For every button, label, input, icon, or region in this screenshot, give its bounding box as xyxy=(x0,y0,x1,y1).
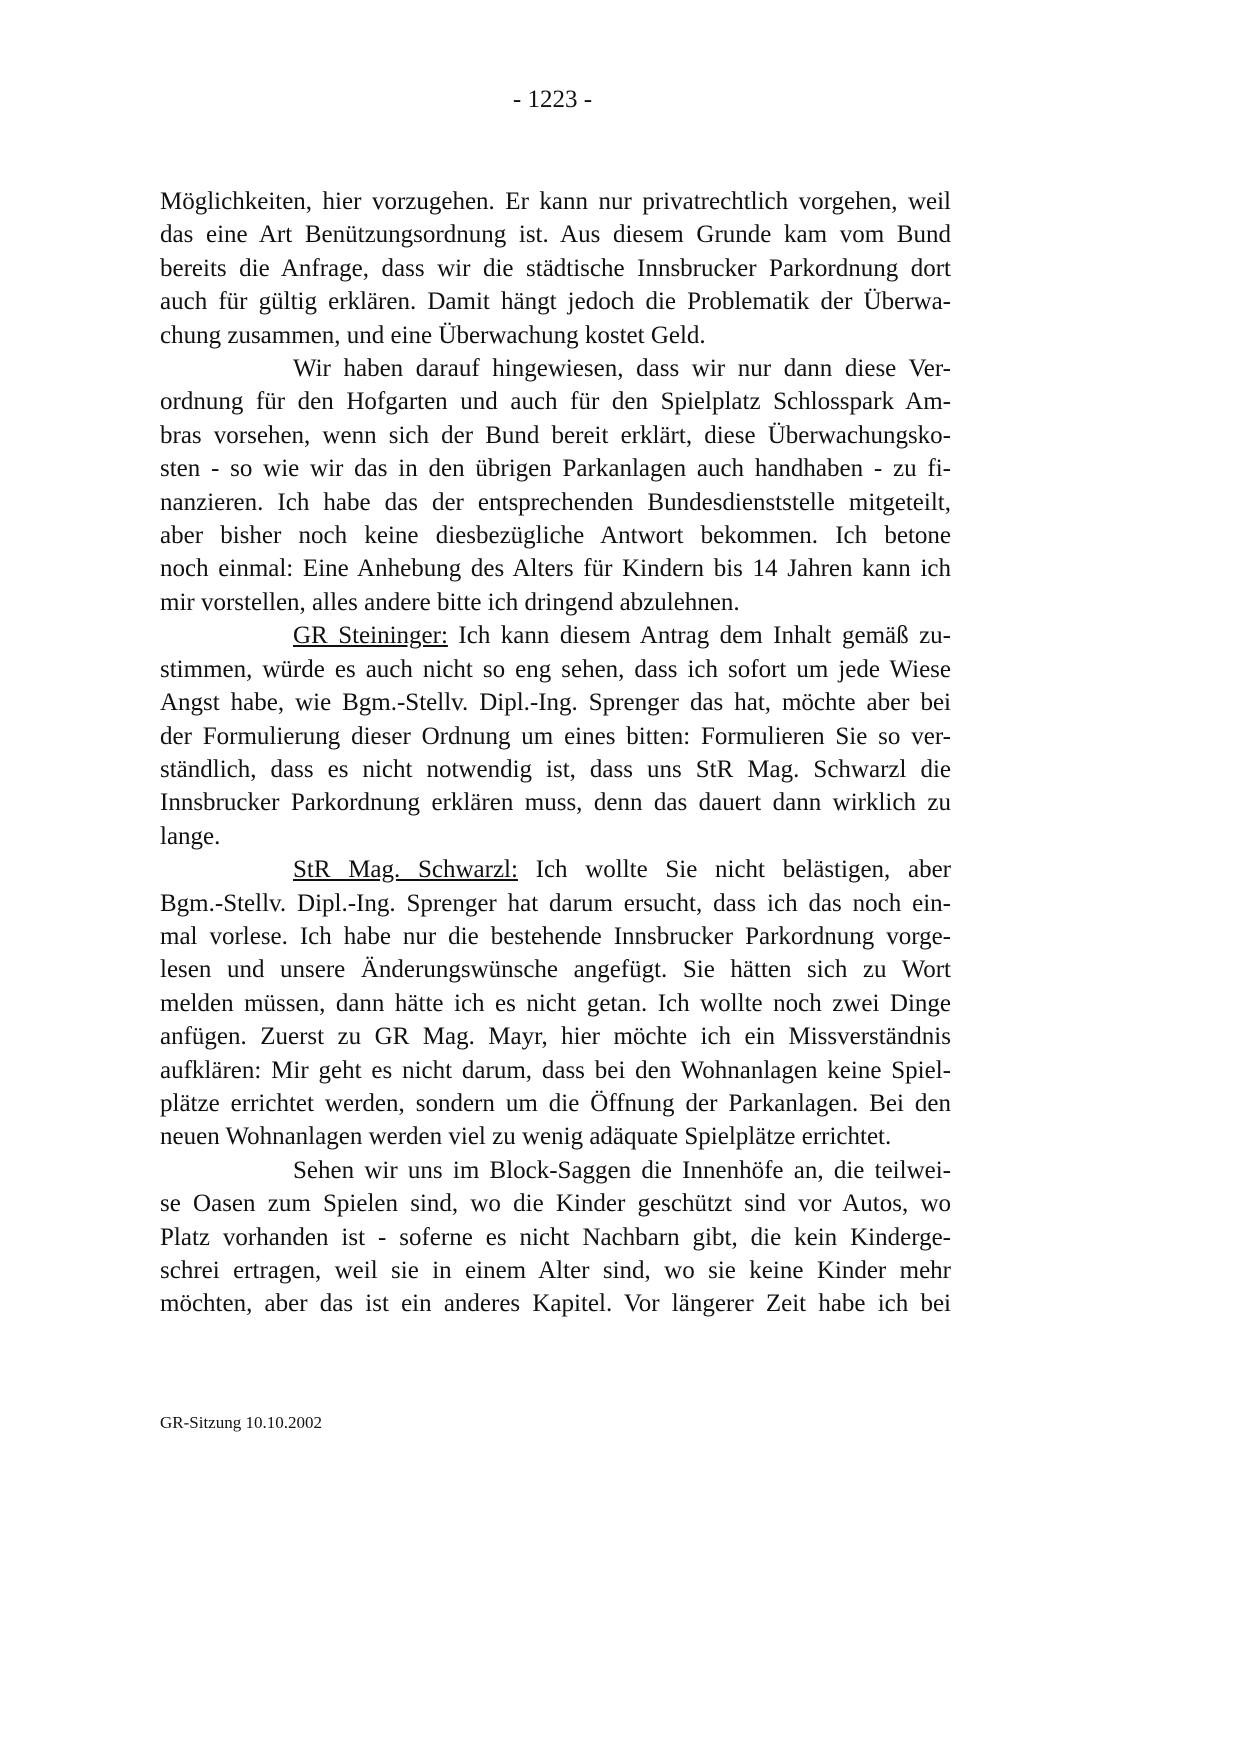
line-text: lesen und unsere Änderungswünsche angefügt. Sie hätten sich zu Wort xyxy=(160,956,951,984)
text-line xyxy=(160,987,951,1020)
text-line xyxy=(160,887,951,920)
page-number: - 1223 - xyxy=(512,86,593,113)
line-text: noch einmal: Eine Anhebung des Alters für Kindern bis 14 Jahren kann ich xyxy=(160,555,951,583)
document-body xyxy=(160,185,951,1321)
text-line xyxy=(160,1054,951,1087)
text-line xyxy=(160,285,951,318)
text-line xyxy=(160,552,951,585)
text-line xyxy=(160,853,951,886)
line-text: der Formulierung dieser Ordnung um eines bitten: Formulieren Sie so ver- xyxy=(160,722,951,750)
line-text: Platz vorhanden ist - soferne es nicht Nachbarn gibt, die kein Kinderge- xyxy=(160,1223,951,1251)
line-text: mal vorlese. Ich habe nur die bestehende Innsbrucker Parkordnung vorge- xyxy=(160,922,951,950)
line-text: mir vorstellen, alles andere bitte ich dringend abzulehnen. xyxy=(160,588,740,616)
line-text: neuen Wohnanlagen werden viel zu wenig adäquate Spielplätze errichtet. xyxy=(160,1123,892,1151)
text-line xyxy=(160,920,951,953)
line-text: möchten, aber das ist ein anderes Kapitel. Vor längerer Zeit habe ich bei xyxy=(160,1290,951,1318)
text-line xyxy=(160,720,951,753)
text-line xyxy=(160,218,951,251)
line-text: ständlich, dass es nicht notwendig ist, dass uns StR Mag. Schwarzl die xyxy=(160,755,951,783)
text-line xyxy=(160,452,951,485)
text-line xyxy=(160,1287,951,1320)
line-text: bereits die Anfrage, dass wir die städtische Innsbrucker Parkordnung dort xyxy=(160,254,951,282)
text-line xyxy=(160,753,951,786)
line-text: Wir haben darauf hingewiesen, dass wir nur dann diese Ver- xyxy=(293,355,951,383)
text-line xyxy=(160,319,951,352)
text-line xyxy=(160,1120,951,1153)
text-line xyxy=(160,486,951,519)
text-line xyxy=(160,586,951,619)
line-text: bras vorsehen, wenn sich der Bund bereit erklärt, diese Überwachungsko- xyxy=(160,421,951,449)
text-line xyxy=(160,1254,951,1287)
line-text: nanzieren. Ich habe das der entsprechenden Bundesdienststelle mitgeteilt, xyxy=(160,488,951,516)
text-line xyxy=(160,385,951,418)
text-line xyxy=(160,1020,951,1053)
line-text: aber bisher noch keine diesbezügliche Antwort bekommen. Ich betone xyxy=(160,522,951,550)
line-text: chung zusammen, und eine Überwachung kostet Geld. xyxy=(160,321,706,349)
text-line xyxy=(160,686,951,719)
text-line xyxy=(160,1187,951,1220)
line-text: Bgm.-Stellv. Dipl.-Ing. Sprenger hat darum ersucht, dass ich das noch ein- xyxy=(160,889,951,917)
line-text: melden müssen, dann hätte ich es nicht getan. Ich wollte noch zwei Dinge xyxy=(160,989,951,1017)
text-line xyxy=(160,1154,951,1187)
speaker-name: StR Mag. Schwarzl: xyxy=(293,856,518,884)
line-text: sten - so wie wir das in den übrigen Parkanlagen auch handhaben - zu fi- xyxy=(160,455,951,483)
text-line xyxy=(160,953,951,986)
text-line xyxy=(160,185,951,218)
line-text: Möglichkeiten, hier vorzugehen. Er kann nur privatrechtlich vorgehen, weil xyxy=(160,188,951,215)
text-line xyxy=(160,820,951,853)
text-line xyxy=(160,419,951,452)
line-text: anfügen. Zuerst zu GR Mag. Mayr, hier möchte ich ein Missverständnis xyxy=(160,1023,951,1051)
line-text: aufklären: Mir geht es nicht darum, dass bei den Wohnanlagen keine Spiel- xyxy=(160,1056,951,1084)
line-text: stimmen, würde es auch nicht so eng sehen, dass ich sofort um jede Wiese xyxy=(160,655,951,683)
footer-session-date: GR-Sitzung 10.10.2002 xyxy=(160,1413,322,1432)
line-text: auch für gültig erklären. Damit hängt jedoch die Problematik der Überwa- xyxy=(160,288,951,316)
line-text: plätze errichtet werden, sondern um die Öffnung der Parkanlagen. Bei den xyxy=(160,1089,951,1117)
line-text: Sehen wir uns im Block-Saggen die Innenhöfe an, die teilwei- xyxy=(293,1156,951,1184)
line-text: das eine Art Benützungsordnung ist. Aus diesem Grunde kam vom Bund xyxy=(160,221,951,249)
line-text: Ich wollte Sie nicht belästigen, aber xyxy=(517,856,951,884)
line-text: Angst habe, wie Bgm.-Stellv. Dipl.-Ing. Sprenger das hat, möchte aber bei xyxy=(160,689,951,717)
text-line xyxy=(160,252,951,285)
line-text: Ich kann diesem Antrag dem Inhalt gemäß zu- xyxy=(447,622,952,650)
text-line xyxy=(160,1087,951,1120)
line-text: se Oasen zum Spielen sind, wo die Kinder geschützt sind vor Autos, wo xyxy=(160,1190,951,1218)
text-line xyxy=(160,653,951,686)
line-text: schrei ertragen, weil sie in einem Alter sind, wo sie keine Kinder mehr xyxy=(160,1257,951,1284)
text-line xyxy=(160,1221,951,1254)
speaker-name: GR Steininger: xyxy=(293,622,448,650)
text-line xyxy=(160,519,951,552)
line-text: ordnung für den Hofgarten und auch für den Spielplatz Schlosspark Am- xyxy=(160,388,951,416)
line-text: lange. xyxy=(160,822,221,850)
line-text: Innsbrucker Parkordnung erklären muss, denn das dauert dann wirklich zu xyxy=(160,789,951,817)
text-line xyxy=(160,786,951,819)
text-line xyxy=(160,352,951,385)
text-line xyxy=(160,619,951,652)
